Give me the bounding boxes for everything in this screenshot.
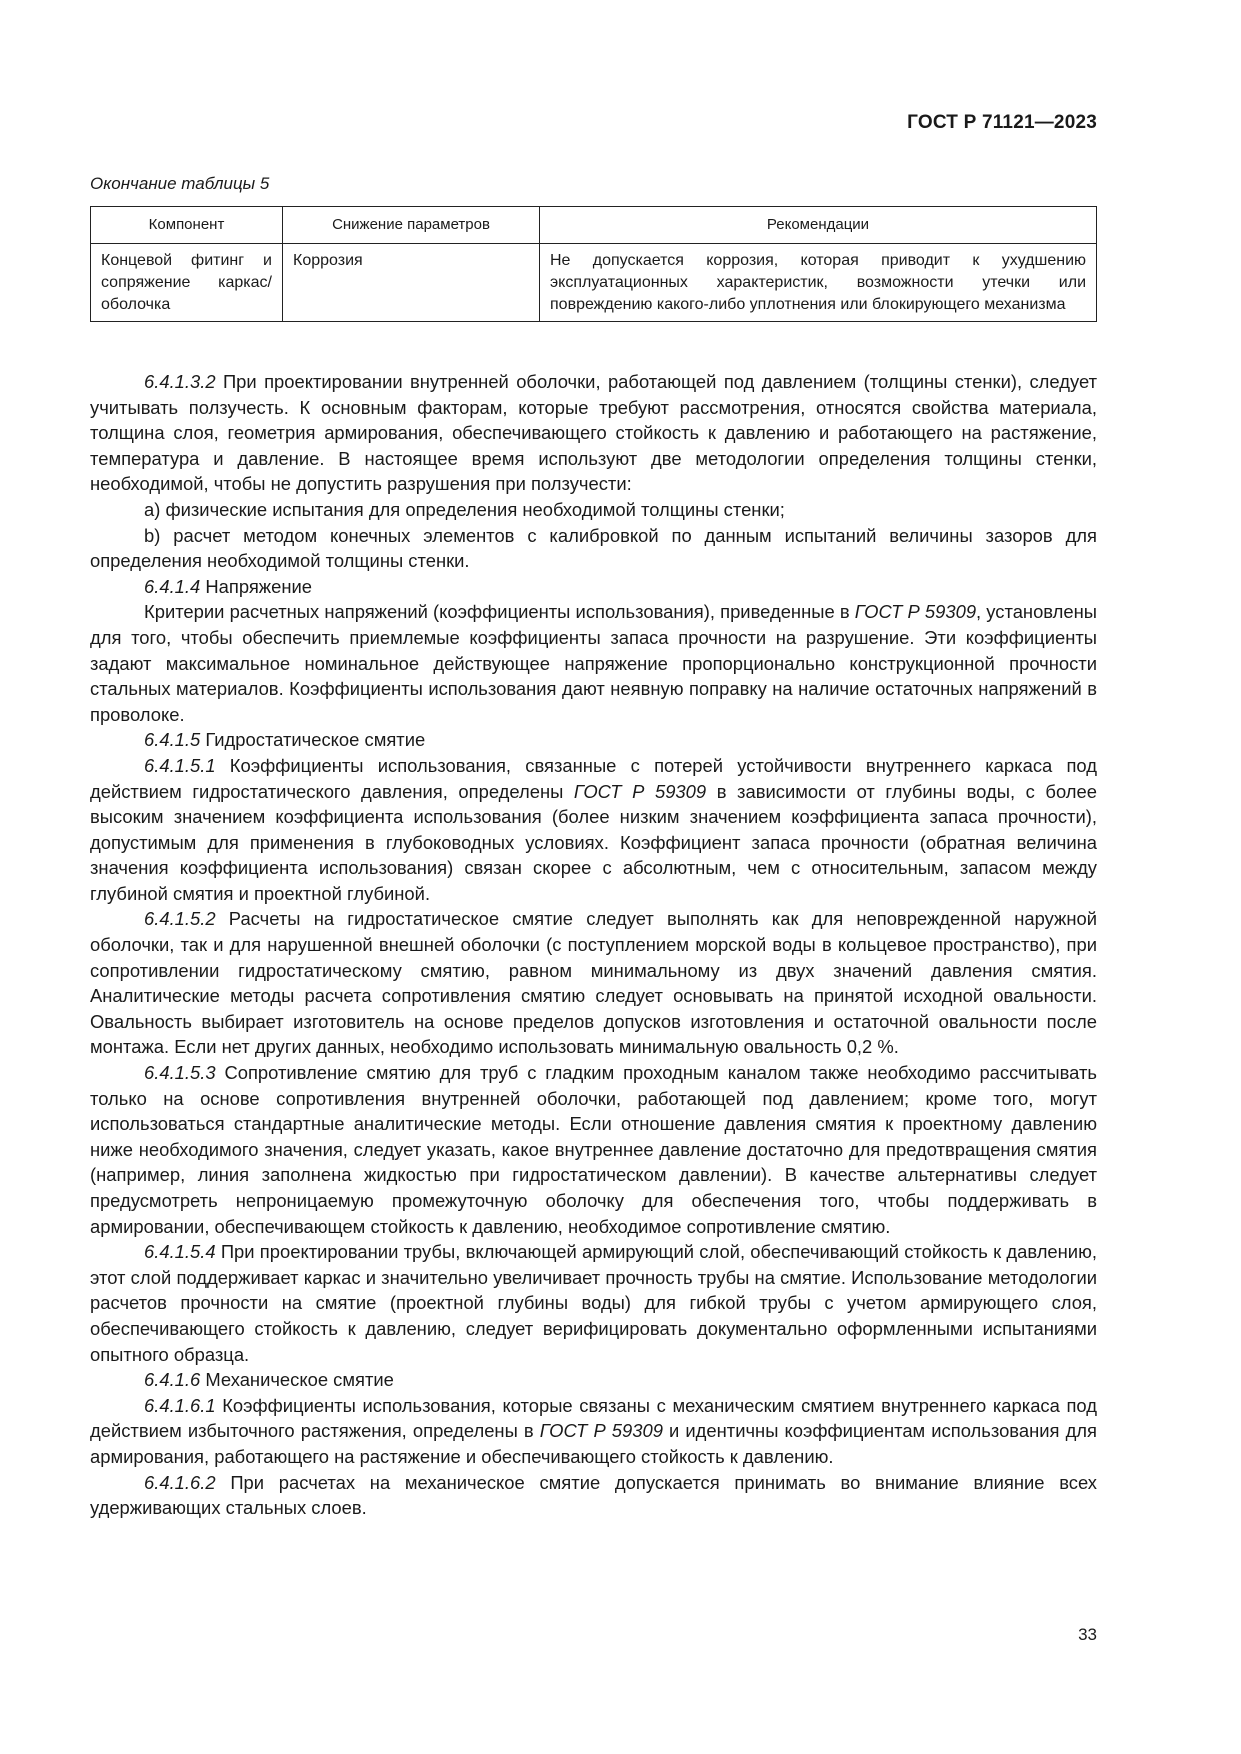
standard-number: ГОСТ Р 71121—2023: [907, 112, 1097, 133]
paragraph-text: Критерии расчетных напряжений (коэффициенты использования), приведенные в: [144, 601, 855, 623]
table-header-row: [91, 207, 1097, 244]
table-caption: Окончание таблицы 5: [90, 174, 270, 193]
page-number: 33: [1078, 1625, 1097, 1644]
paragraph-text: Коэффициенты использования, которые связаны с механическим смятием внутреннего каркаса под действием избыточного растяжения, определены в: [90, 1394, 1097, 1442]
paragraph-text: в зависимости от глубины воды, с более высоким значением коэффициента использования (более низким значением коэффициента запаса прочности), допустимым для применения в глубоководных условиях. Коэффициент запаса прочности (обратная величина значения коэффициента использования) связан скорее с абсолютным, чем с относительным, запасом между глубиной смятия и проектной глубиной.: [90, 780, 1097, 904]
section-heading: [90, 574, 1097, 600]
paragraph-text: Расчеты на гидростатическое смятие следует выполнять как для неповрежденной наружной оболочки, так и для нарушенной внешней оболочки (с поступлением морской воды в кольцевое пространство), при сопротивлении гидростатическому смятию, равном минимальному из двух значений давления смятия. Аналитические методы расчета сопротивления смятию следует основывать на принятой исходной овальности. Овальность выбирает изготовитель на основе пределов допусков изготовления и остаточной овальности после монтажа. Если нет других данных, необходимо использовать минимальную овальность 0,2 %.: [90, 908, 1097, 1058]
clause-number: 6.4.1.5.4: [144, 1241, 216, 1263]
section-heading: [90, 727, 1097, 753]
paragraph: [90, 906, 1097, 1060]
paragraph-text: Коэффициенты использования, связанные с потерей устойчивости внутреннего каркаса под действием гидростатического давления, определены: [90, 754, 1097, 802]
paragraph: [90, 1393, 1097, 1470]
standard-reference: ГОСТ Р 59309: [854, 601, 977, 623]
clause-number: 6.4.1.3.2: [144, 371, 216, 392]
paragraph: [90, 1470, 1097, 1521]
paragraph: [90, 753, 1097, 907]
standard-reference: ГОСТ Р 59309: [573, 780, 707, 802]
recommendations-table: [90, 206, 1097, 322]
cell-degradation: Коррозия: [283, 244, 540, 322]
paragraph-text: Сопротивление смятию для труб с гладким проходным каналом также необходимо рассчитывать только на основе сопротивления внутренней оболочки, работающей под давлением; кроме того, могут использоваться стандартные аналитические методы. Если отношение давления смятия к проектному давлению ниже необходимого значения, следует указать, какое внутреннее давление достаточно для предотвращения смятия (например, линия заполнена жидкостью при гидростатическом давлении). В качестве альтернативы следует предусмотреть непроницаемую промежуточную оболочку для обеспечения того, чтобы поддерживать в армировании, обеспечивающем стойкость к давлению, необходимое сопротивление смятию.: [90, 1062, 1097, 1237]
paragraph: [90, 599, 1097, 727]
cell-recommendation: Не допускается коррозия, которая приводит к ухудшению эксплуатационных характеристик, возможности утечки или повреждению какого-либо уплотнения или блокирующего механизма: [540, 244, 1097, 322]
paragraph: [90, 369, 1097, 497]
clause-number: 6.4.1.5.3: [144, 1062, 216, 1084]
paragraph-text: При расчетах на механическое смятие допускается принимать во внимание влияние всех удерживающих стальных слоев.: [90, 1471, 1097, 1519]
list-item: a) физические испытания для определения необходимой толщины стенки;: [144, 498, 785, 520]
clause-number: 6.4.1.6.1: [144, 1394, 216, 1416]
paragraph: [90, 1060, 1097, 1239]
column-header-recommendations: Рекомендации: [540, 207, 1097, 244]
paragraph-text: При проектировании внутренней оболочки, работающей под давлением (толщины стенки), следует учитывать ползучесть. К основным факторам, которые требуют рассмотрения, относятся свойства материала, толщина слоя, геометрия армирования, обеспечивающего стойкость к давлению и работающего на растяжение, температура и давление. В настоящее время используют две методологии определения толщины стенки, необходимой, чтобы не допустить разрушения при ползучести:: [90, 371, 1097, 495]
clause-number: 6.4.1.6.2: [144, 1471, 216, 1493]
heading-text: Напряжение: [200, 575, 312, 597]
table-row: [91, 244, 1097, 322]
clause-number: 6.4.1.6: [144, 1369, 201, 1391]
clause-number: 6.4.1.5: [144, 729, 201, 751]
column-header-degradation: Снижение параметров: [283, 207, 540, 244]
standard-reference: ГОСТ Р 59309: [539, 1420, 663, 1442]
clause-number: 6.4.1.4: [144, 575, 201, 597]
column-header-component: Компонент: [91, 207, 283, 244]
heading-text: Гидростатическое смятие: [200, 729, 426, 751]
paragraph-text: , установлены для того, чтобы обеспечить приемлемые коэффициенты запаса прочности на разрушение. Эти коэффициенты задают максимальное номинальное действующее напряжение пропорционально конструкционной прочности стальных материалов. Коэффициенты использования дают неявную поправку на наличие остаточных напряжений в проволоке.: [90, 601, 1097, 725]
list-item: b) расчет методом конечных элементов с калибровкой по данным испытаний величины зазоров для определения необходимой толщины стенки.: [90, 524, 1097, 572]
paragraph-text: При проектировании трубы, включающей армирующий слой, обеспечивающий стойкость к давлению, этот слой поддерживает каркас и значительно увеличивает прочность трубы на смятие. Использование методологии расчетов прочности на смятие (проектной глубины воды) для гибкой трубы с учетом армирующего слоя, обеспечивающего стойкость к давлению, следует верифицировать документально оформленными испытаниями опытного образца.: [90, 1241, 1097, 1365]
body-text: [90, 369, 1097, 1521]
clause-number: 6.4.1.5.2: [144, 908, 216, 930]
clause-number: 6.4.1.5.1: [144, 754, 216, 776]
heading-text: Механическое смятие: [200, 1369, 394, 1391]
paragraph: [90, 1239, 1097, 1367]
section-heading: [90, 1367, 1097, 1393]
paragraph-text: и идентичны коэффициентам использования для армирования, работающего на растяжение и обеспечивающего стойкость к давлению.: [90, 1420, 1097, 1467]
cell-component: Концевой фитинг и сопряжение каркас/оболочка: [91, 244, 283, 322]
